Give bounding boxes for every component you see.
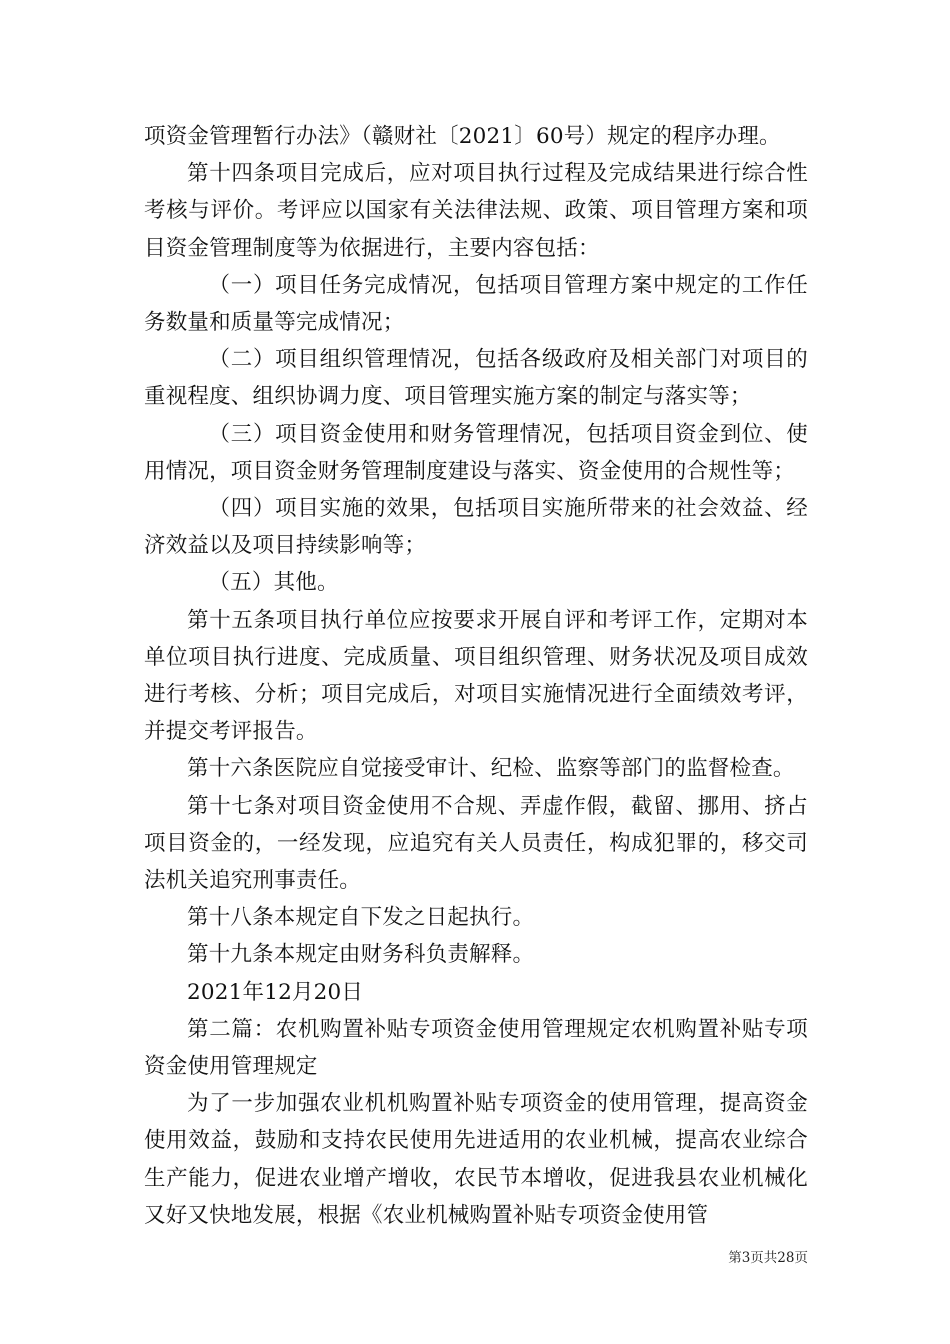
item-3: （三）项目资金使用和财务管理情况，包括项目资金到位、使用情况，项目资金财务管理制度建设与落实、资金使用的合规性等； (144, 421, 808, 484)
paragraph-continuation: 项资金管理暂行办法》（赣财社〔2021〕60号）规定的程序办理。 (144, 124, 781, 149)
article-18: 第十八条本规定自下发之日起执行。 (187, 905, 535, 931)
page-number-footer: 第3页共28页 (728, 1250, 808, 1266)
date-line: 2021年12月20日 (187, 979, 364, 1005)
section-two-intro: 为了一步加强农业机机购置补贴专项资金的使用管理，提高资金使用效益，鼓励和支持农民使用先进适用的农业机械，提高农业综合生产能力，促进农业增产增收，农民节本增收，促进我县农业机械化又好又快地发展，根据《农业机械购置补贴专项资金使用管 (144, 1091, 808, 1228)
section-two-heading: 第二篇：农机购置补贴专项资金使用管理规定农机购置补贴专项资金使用管理规定 (144, 1016, 808, 1080)
item-1: （一）项目任务完成情况，包括项目管理方案中规定的工作任务数量和质量等完成情况； (144, 272, 808, 336)
item-5: （五）其他。 (208, 570, 339, 596)
article-19: 第十九条本规定由财务科负责解释。 (187, 942, 535, 968)
item-2: （二）项目组织管理情况，包括各级政府及相关部门对项目的重视程度、组织协调力度、项目管理实施方案的制定与落实等； (144, 347, 808, 410)
article-15: 第十五条项目执行单位应按要求开展自评和考评工作，定期对本单位项目执行进度、完成质量、项目组织管理、财务状况及项目成效进行考核、分析；项目完成后，对项目实施情况进行全面绩效考评，并提交考评报告。 (144, 607, 808, 745)
article-17: 第十七条对项目资金使用不合规、弄虚作假，截留、挪用、挤占项目资金的，一经发现，应追究有关人员责任，构成犯罪的，移交司法机关追究刑事责任。 (144, 793, 808, 894)
article-14: 第十四条项目完成后，应对项目执行过程及完成结果进行综合性考核与评价。考评应以国家有关法律法规、政策、项目管理方案和项目资金管理制度等为依据进行，主要内容包括： (144, 161, 808, 261)
item-4: （四）项目实施的效果，包括项目实施所带来的社会效益、经济效益以及项目持续影响等； (144, 496, 808, 559)
article-16: 第十六条医院应自觉接受审计、纪检、监察等部门的监督检查。 (187, 756, 795, 782)
document-body (144, 118, 808, 1234)
